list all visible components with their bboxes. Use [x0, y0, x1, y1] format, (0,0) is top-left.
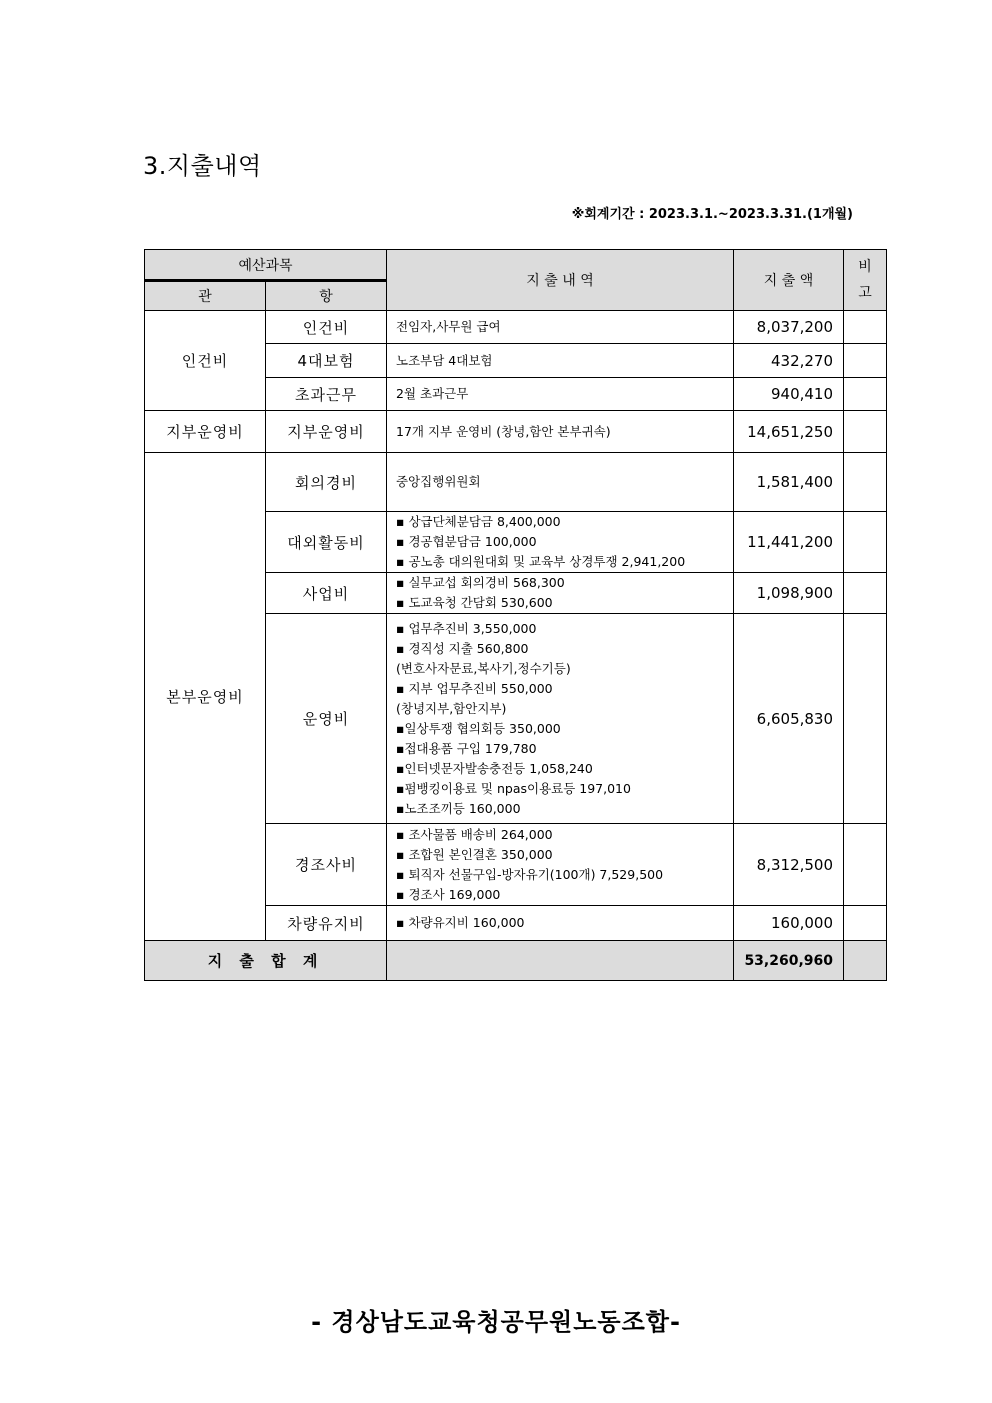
detail-line: ▪ 업무추진비 3,550,000: [396, 620, 537, 636]
details-cell: [387, 614, 734, 824]
details-cell: [387, 906, 734, 941]
total-row: [145, 941, 887, 981]
details-cell: [387, 378, 734, 411]
expenditure-table: [144, 249, 887, 981]
note-cell: [844, 573, 887, 614]
detail-line: ▪ 퇴직자 선물구입-방자유기(100개) 7,529,500: [396, 866, 664, 882]
detail-line: 중앙집행위원회: [396, 474, 481, 489]
table-row: [145, 411, 887, 453]
note-cell: [844, 824, 887, 906]
amount-cell: 1,098,900: [734, 573, 844, 614]
note-cell: [844, 512, 887, 573]
detail-line: 2월 초과근무: [396, 386, 469, 401]
detail-line: ▪ 경직성 지출 560,800: [396, 640, 529, 656]
detail-line: ▪ 공노총 대의원대회 및 교육부 상경투쟁 2,941,200: [396, 554, 686, 569]
amount-cell: 11,441,200: [734, 512, 844, 573]
amount-cell: 8,312,500: [734, 824, 844, 906]
detail-line: ▪ 지부 업무추진비 550,000: [396, 680, 553, 696]
item-name-cell: 초과근무: [266, 378, 387, 411]
category-cell: 본부운영비: [145, 453, 266, 941]
detail-line: 17개 지부 운영비 (창녕,함안 본부귀속): [396, 423, 611, 439]
gwan-header: 관: [145, 281, 266, 311]
amount-cell: 8,037,200: [734, 311, 844, 344]
budget-category-header: 예산과목: [145, 250, 387, 281]
hang-header: 항: [266, 281, 387, 311]
item-name-cell: 4대보험: [266, 344, 387, 378]
item-name-cell: 운영비: [266, 614, 387, 824]
amount-header: 지 출 액: [734, 250, 844, 311]
total-note-cell: [844, 941, 887, 981]
item-name-cell: 인건비: [266, 311, 387, 344]
detail-line: (변호사자문료,복사기,정수기등): [396, 660, 571, 676]
item-name-cell: 대외활동비: [266, 512, 387, 573]
detail-line: ▪ 차량유지비 160,000: [396, 915, 525, 930]
details-cell: [387, 344, 734, 378]
amount-cell: 6,605,830: [734, 614, 844, 824]
item-name-cell: 사업비: [266, 573, 387, 614]
table-row: [145, 453, 887, 512]
detail-line: ▪ 실무교섭 회의경비 568,300: [396, 575, 565, 590]
detail-line: ▪ 도교육청 간담회 530,600: [396, 595, 553, 610]
note-cell: [844, 453, 887, 512]
details-header: 지 출 내 역: [387, 250, 734, 311]
detail-line: ▪접대용품 구입 179,780: [396, 740, 537, 756]
page-title: 3.지출내역: [143, 152, 262, 180]
total-amount: 53,260,960: [734, 941, 844, 981]
table-row: [145, 311, 887, 344]
amount-cell: 432,270: [734, 344, 844, 378]
detail-line: ▪ 조사물품 배송비 264,000: [396, 826, 553, 842]
amount-cell: 1,581,400: [734, 453, 844, 512]
detail-line: (창녕지부,함안지부): [396, 700, 507, 716]
category-cell: 인건비: [145, 311, 266, 411]
note-header-line2: 고: [858, 285, 872, 301]
note-cell: [844, 906, 887, 941]
item-name-cell: 차량유지비: [266, 906, 387, 941]
details-cell: [387, 573, 734, 614]
detail-line: ▪인터넷문자발송충전등 1,058,240: [396, 760, 593, 776]
detail-line: ▪노조조끼등 160,000: [396, 800, 521, 816]
detail-line: ▪ 조합원 본인결혼 350,000: [396, 846, 553, 862]
details-cell: [387, 512, 734, 573]
amount-cell: 940,410: [734, 378, 844, 411]
note-cell: [844, 411, 887, 453]
detail-line: ▪ 경공협분담금 100,000: [396, 534, 537, 549]
details-cell: [387, 453, 734, 512]
detail-line: ▪펌뱅킹이용료 및 npas이용료등 197,010: [396, 780, 631, 796]
total-label: 지 출 합 계: [145, 941, 387, 981]
note-cell: [844, 378, 887, 411]
category-cell: 지부운영비: [145, 411, 266, 453]
details-cell: [387, 824, 734, 906]
detail-line: ▪일상투쟁 협의회등 350,000: [396, 720, 561, 736]
amount-cell: 14,651,250: [734, 411, 844, 453]
organization-footer: - 경상남도교육청공무원노동조합-: [311, 1308, 681, 1336]
amount-cell: 160,000: [734, 906, 844, 941]
detail-line: ▪ 상급단체분담금 8,400,000: [396, 514, 561, 529]
note-header-line1: 비: [858, 259, 872, 275]
item-name-cell: 회의경비: [266, 453, 387, 512]
note-cell: [844, 614, 887, 824]
detail-line: 노조부담 4대보험: [396, 352, 493, 368]
accounting-period: ※회계기간 : 2023.3.1.~2023.3.31.(1개월): [571, 207, 853, 222]
total-details-cell: [387, 941, 734, 981]
note-cell: [844, 311, 887, 344]
details-cell: [387, 311, 734, 344]
details-cell: [387, 411, 734, 453]
note-header: [844, 250, 887, 311]
detail-line: 전임자,사무원 급여: [396, 319, 501, 334]
note-cell: [844, 344, 887, 378]
item-name-cell: 지부운영비: [266, 411, 387, 453]
detail-line: ▪ 경조사 169,000: [396, 886, 501, 902]
item-name-cell: 경조사비: [266, 824, 387, 906]
